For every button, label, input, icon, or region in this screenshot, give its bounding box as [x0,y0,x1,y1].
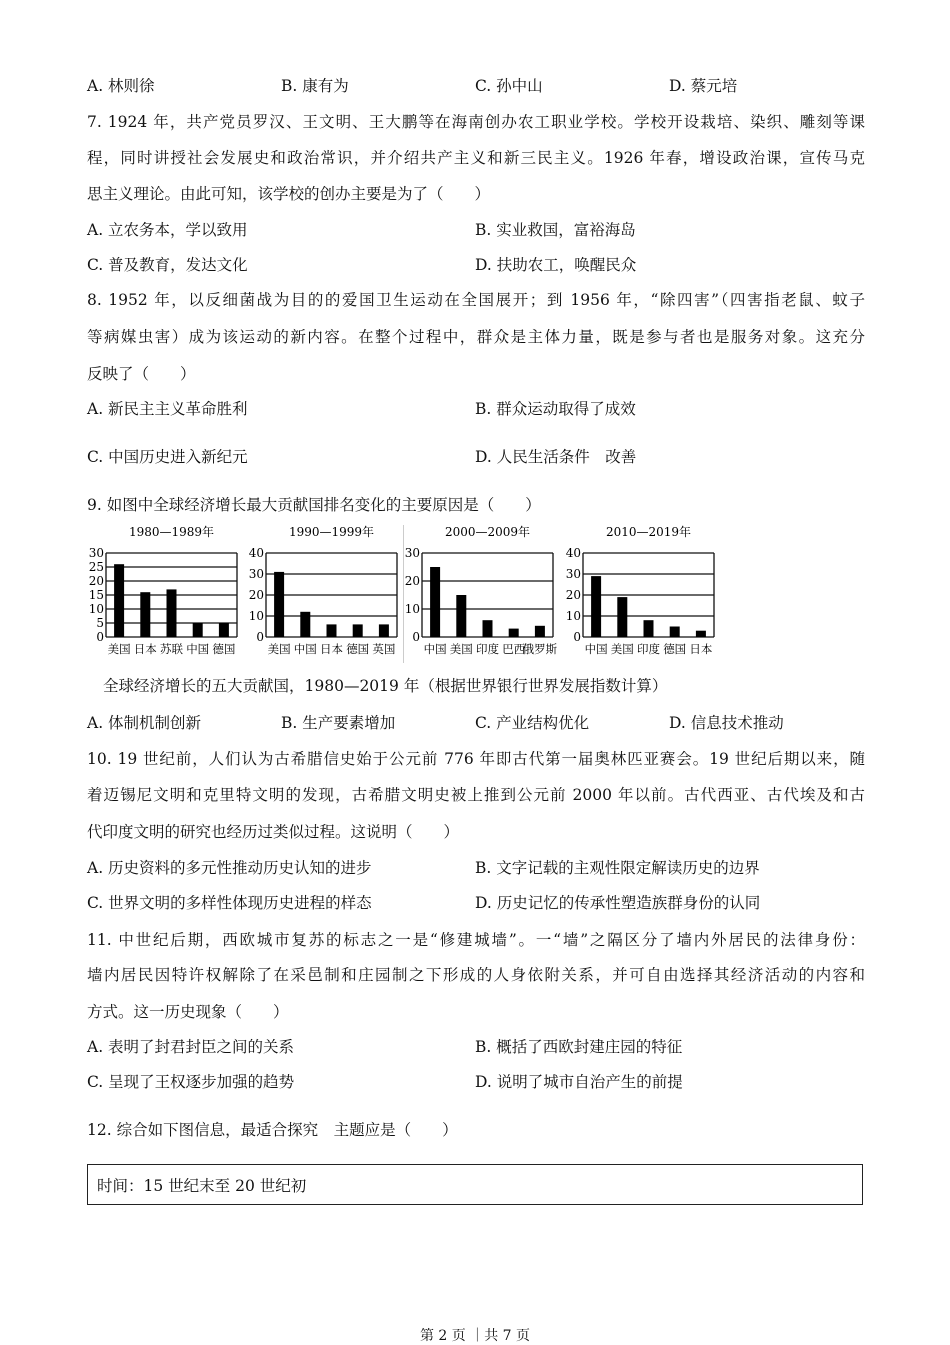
chart-caption: 全球经济增长的五大贡献国，1980—2019 年（根据世界银行世界发展指数计算） [103,677,668,695]
y-tick-label: 15 [88,588,104,602]
q8-line: 等病媒虫害）成为该运动的新内容。在整个过程中，群众是主体力量，既是参与者也是服务对象。这充分 [87,328,865,346]
x-tick-label: 印度 [637,642,660,656]
q11-line: 11. 中世纪后期，西欧城市复苏的标志之一是“修建城墙”。一“墙”之隔区分了墙内外居民的法律身份： [87,931,865,949]
bar [430,567,440,637]
bar [140,592,150,637]
bar [167,589,177,637]
chart-svg [564,520,716,665]
bar [591,576,601,637]
x-tick-label: 巴西 [502,642,526,656]
x-tick-label: 美国 [107,642,131,656]
bar [379,624,389,637]
q11-option-c: C. 呈现了王权逐步加强的趋势 [87,1073,295,1091]
q11-option-a: A. 表明了封君封臣之间的关系 [87,1038,295,1056]
q6-option-d: D. 蔡元培 [669,77,738,95]
x-tick-label: 美国 [449,642,473,656]
x-tick-label: 中国 [423,642,447,656]
q8-option-d: D. 人民生活条件 改善 [475,448,637,466]
chart-title: 1980—1989年 [128,525,215,539]
y-tick-label: 0 [96,630,104,644]
q10-line: 10. 19 世纪前，人们认为古希腊信史始于公元前 776 年即古代第一届奥林匹亚赛会。19 世纪后期以来，随 [87,750,865,768]
q11-option-b: B. 概括了西欧封建庄园的特征 [475,1038,683,1056]
y-tick-label: 25 [88,560,104,574]
chart-title: 1990—1999年 [288,525,375,539]
y-tick-label: 20 [565,588,581,602]
bar-chart-1990s [247,520,399,669]
bar [274,572,284,637]
x-tick-label: 美国 [267,642,291,656]
bar [670,627,680,638]
y-tick-label: 30 [248,567,264,581]
y-tick-label: 20 [248,588,264,602]
x-tick-label: 德国 [346,642,370,656]
q9-option-a: A. 体制机制创新 [87,714,202,732]
q8-option-b: B. 群众运动取得了成效 [475,400,636,418]
y-tick-label: 0 [412,630,420,644]
x-tick-label: 印度 [476,642,499,656]
q7-option-a: A. 立农务本，学以致用 [87,221,248,239]
y-tick-label: 40 [565,546,581,560]
bar [509,629,519,637]
x-tick-label: 中国 [293,642,317,656]
y-tick-label: 30 [404,546,420,560]
bar [617,597,627,637]
y-tick-label: 30 [565,567,581,581]
chart-title: 2000—2009年 [444,525,531,539]
info-box-text: 时间：15 世纪末至 20 世纪初 [97,1177,307,1195]
y-tick-label: 10 [404,602,420,616]
bar-chart-1980s [87,520,239,669]
q12-stem: 12. 综合如下图信息，最适合探究 主题应是（ ） [87,1121,458,1139]
q7-option-b: B. 实业救国，富裕海岛 [475,221,636,239]
bar [327,624,337,637]
bar [300,612,310,637]
x-tick-label: 美国 [610,642,634,656]
chart-title: 2010—2019年 [605,525,692,539]
q6-option-c: C. 孙中山 [475,77,543,95]
q7-line: 7. 1924 年，共产党员罗汉、王文明、王大鹏等在海南创办农工职业学校。学校开设栽培、染织、雕刻等课 [87,113,865,131]
bar [535,626,545,637]
bar [644,620,654,637]
q10-option-d: D. 历史记忆的传承性塑造族群身份的认同 [475,894,761,912]
x-tick-label: 日本 [689,642,713,656]
q9-option-c: C. 产业结构优化 [475,714,590,732]
y-tick-label: 40 [248,546,264,560]
q10-line: 代印度文明的研究也经历过类似过程。这说明（ ） [87,823,460,841]
bar-chart-2010s [564,520,716,669]
bar [483,620,493,637]
q7-line: 思主义理论。由此可知，该学校的创办主要是为了（ ） [87,185,491,203]
x-tick-label: 德国 [663,642,687,656]
x-tick-label: 苏联 [160,642,183,656]
q10-option-a: A. 历史资料的多元性推动历史认知的进步 [87,859,372,877]
chart-svg [87,520,239,665]
y-tick-label: 0 [573,630,581,644]
q9-option-b: B. 生产要素增加 [281,714,396,732]
q8-option-c: C. 中国历史进入新纪元 [87,448,248,466]
bar [193,623,203,637]
x-tick-label: 中国 [584,642,608,656]
bar [114,564,124,637]
q6-option-b: B. 康有为 [281,77,349,95]
q9-option-d: D. 信息技术推动 [669,714,784,732]
q8-option-a: A. 新民主主义革命胜利 [87,400,248,418]
x-tick-label: 日本 [320,642,343,656]
x-tick-label: 中国 [186,642,210,656]
chart-svg [403,520,558,665]
y-tick-label: 10 [248,609,264,623]
q10-option-c: C. 世界文明的多样性体现历史进程的样态 [87,894,372,912]
y-tick-label: 20 [404,574,420,588]
q7-option-c: C. 普及教育，发达文化 [87,256,248,274]
x-tick-label: 俄罗斯 [522,642,558,656]
y-tick-label: 10 [88,602,104,616]
x-tick-label: 英国 [372,642,396,656]
q6-option-a: A. 林则徐 [87,77,155,95]
q11-line: 墙内居民因特许权解除了在采邑制和庄园制之下形成的人身依附关系，并可自由选择其经济活动的内容和 [87,966,865,984]
bar [456,595,466,637]
q8-line: 反映了（ ） [87,365,196,383]
bar-chart-2000s [403,520,558,669]
q10-line: 着迈锡尼文明和克里特文明的发现，古希腊文明史被上推到公元前 2000 年以前。古代西亚、古代埃及和古 [87,786,865,804]
q7-option-d: D. 扶助农工，唤醒民众 [475,256,637,274]
x-tick-label: 德国 [212,642,236,656]
q11-line: 方式。这一历史现象（ ） [87,1003,289,1021]
bar [219,623,229,637]
q7-line: 程，同时讲授社会发展史和政治常识，并介绍共产主义和新三民主义。1926 年春，增设政治课，宣传马克 [87,149,865,167]
q10-option-b: B. 文字记载的主观性限定解读历史的边界 [475,859,760,877]
y-tick-label: 10 [565,609,581,623]
y-tick-label: 20 [88,574,104,588]
x-tick-label: 日本 [133,642,157,656]
q11-option-d: D. 说明了城市自治产生的前提 [475,1073,683,1091]
y-tick-label: 0 [256,630,264,644]
bar [696,631,706,637]
y-tick-label: 5 [96,616,104,630]
bar [353,624,363,637]
chart-svg [247,520,399,665]
page-footer: 第 2 页 ｜共 7 页 [419,1328,531,1344]
info-box [87,1164,863,1205]
q8-line: 8. 1952 年，以反细菌战为目的的爱国卫生运动在全国展开；到 1956 年，“除四害”（四害指老鼠、蚊子 [87,291,865,309]
y-tick-label: 30 [88,546,104,560]
q9-stem: 9. 如图中全球经济增长最大贡献国排名变化的主要原因是（ ） [87,496,541,514]
